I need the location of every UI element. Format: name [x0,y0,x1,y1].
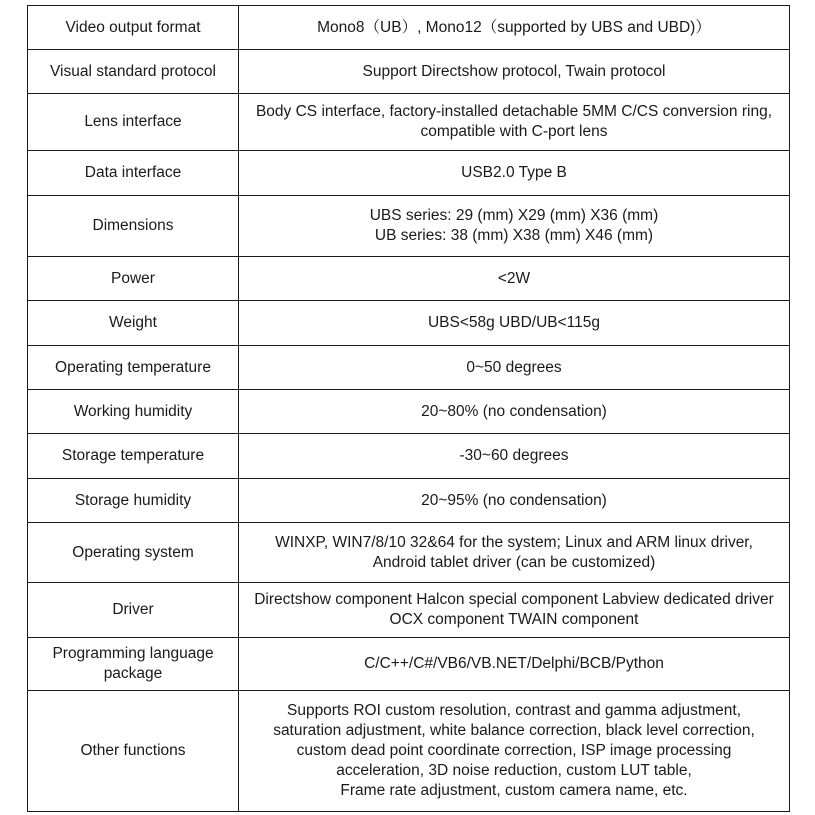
table-row [28,6,790,50]
row-label-text: Dimensions [92,217,174,234]
row-value [239,523,790,583]
row-label-text: Storage humidity [74,491,192,509]
row-value-text: 20~95% (no condensation) [421,491,607,509]
row-label [28,6,239,50]
row-label [28,691,239,812]
row-label [28,479,239,523]
table-row [28,434,790,479]
row-label [28,196,239,257]
row-value-text: C/C++/C#/VB6/VB.NET/Delphi/BCB/Python [364,655,664,672]
row-label [28,434,239,479]
row-label-text: Visual standard protocol [49,62,216,80]
row-value-text: USB2.0 Type B [461,164,567,181]
table-row [28,50,790,94]
row-value [239,151,790,196]
row-label [28,94,239,151]
row-value [239,638,790,691]
row-value [239,301,790,346]
table-row [28,523,790,583]
table-row [28,301,790,346]
row-label [28,50,239,94]
row-value-text: Mono8（UB）, Mono12（supported by UBS and UBD)） [317,18,711,36]
row-value [239,346,790,390]
row-label-text: Programming language package [52,645,214,682]
spec-table-body [28,6,790,812]
table-row [28,583,790,638]
row-label [28,301,239,346]
row-value [239,434,790,479]
row-label-text: Operating temperature [55,358,211,376]
row-value [239,390,790,434]
row-label [28,151,239,196]
row-label-text: Working humidity [73,402,193,420]
row-value [239,479,790,523]
row-value-text: WINXP, WIN7/8/10 32&64 for the system; Linux and ARM linux driver, Android tablet driver (can be customized) [275,533,753,571]
row-label-text: Data interface [84,164,182,181]
row-value-text: Body CS interface, factory-installed detachable 5MM C/CS conversion ring, compatible with C-port lens [255,103,773,140]
row-label-text: Power [111,269,155,287]
row-value [239,196,790,257]
row-value-text: Support Directshow protocol, Twain protocol [362,62,666,80]
table-row [28,346,790,390]
row-value [239,583,790,638]
row-label [28,390,239,434]
table-row [28,638,790,691]
row-value-text: 0~50 degrees [466,358,562,376]
row-label [28,523,239,583]
row-value [239,6,790,50]
row-value-text: Supports ROI custom resolution, contrast and gamma adjustment, saturation adjustment, white balance correction, black level correction, custom dead point coordinate correction, ISP image processing acceleration, 3D noise reduction, custom LUT table, Frame rate adjustment, custom camera name, etc. [273,702,755,799]
table-row [28,257,790,301]
table-row [28,691,790,812]
row-value [239,691,790,812]
row-value-text: UBS<58g UBD/UB<115g [427,314,601,331]
row-label-text: Operating system [72,543,194,561]
row-label-text: Lens interface [84,113,182,130]
row-label-text: Driver [112,601,154,618]
row-value-text: UBS series: 29 (mm) X29 (mm) X36 (mm) UB series: 38 (mm) X38 (mm) X46 (mm) [369,207,659,244]
row-value-text: <2W [497,269,531,287]
row-label [28,583,239,638]
row-label-text: Weight [109,314,157,331]
row-value [239,50,790,94]
row-label [28,257,239,301]
table-row [28,94,790,151]
row-label-text: Storage temperature [61,447,205,464]
row-value-text: 20~80% (no condensation) [421,402,607,420]
table-row [28,196,790,257]
row-label [28,638,239,691]
row-label-text: Other functions [80,742,186,759]
row-value [239,94,790,151]
row-value [239,257,790,301]
row-value-text: -30~60 degrees [459,447,569,464]
row-label [28,346,239,390]
row-value-text: Directshow component Halcon special component Labview dedicated driver OCX component TWAIN component [254,591,774,628]
row-label-text: Video output format [65,18,201,36]
table-row [28,390,790,434]
table-row [28,151,790,196]
spec-table [27,5,790,812]
table-row [28,479,790,523]
